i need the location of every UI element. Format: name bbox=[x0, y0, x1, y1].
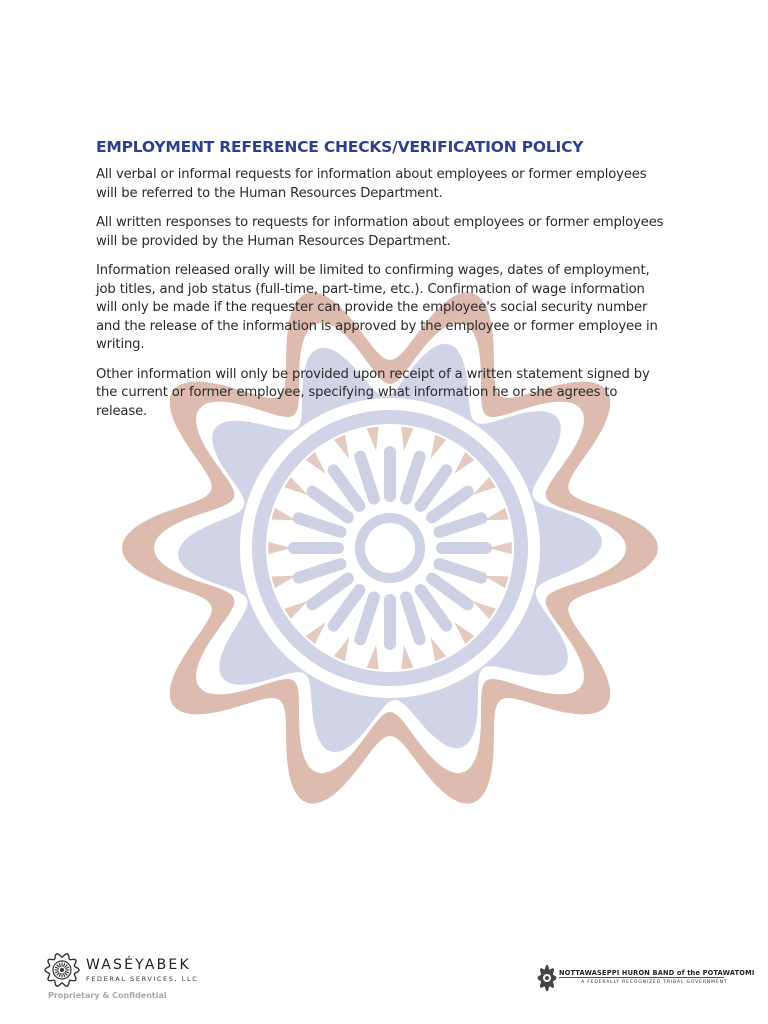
paragraph-other-information: Other information will only be provided upon receipt of a written statement signed by the current or former employee, specifying what information he or she agrees to release. bbox=[96, 366, 650, 419]
paragraph-oral-release: Information released orally will be limited to confirming wages, dates of employment, job titles, and job status (full-time, part-time, etc.). Confirmation of wage information will only be made if the requester can provide the employee's social security number and the release of the information is approved by the employee or former employee in writing. bbox=[96, 263, 658, 352]
page-title: EMPLOYMENT REFERENCE CHECKS/VERIFICATION POLICY bbox=[96, 138, 584, 156]
paragraph-written-responses: All written responses to requests for information about employees or former employees will be provided by the Human Resources Department. bbox=[96, 215, 664, 249]
tribe-name: NOTTAWASEPPI HURON BAND of the POTAWATOMI bbox=[559, 969, 755, 977]
brand-subtitle: FEDERAL SERVICES, LLC bbox=[86, 975, 199, 983]
footer-tribe bbox=[537, 963, 755, 997]
tribe-subtitle: A FEDERALLY RECOGNIZED TRIBAL GOVERNMENT bbox=[581, 980, 728, 985]
tribal-seal-icon bbox=[537, 963, 557, 993]
tribe-divider bbox=[559, 977, 724, 978]
confidential-label: Proprietary & Confidential bbox=[48, 991, 167, 1000]
policy-document bbox=[96, 138, 668, 432]
brand-name: WASÉYABEK bbox=[86, 957, 191, 973]
paragraph-verbal-requests: All verbal or informal requests for information about employees or former employees will be referred to the Human Resources Department. bbox=[96, 167, 647, 201]
waseyabek-logo-icon bbox=[44, 952, 80, 988]
